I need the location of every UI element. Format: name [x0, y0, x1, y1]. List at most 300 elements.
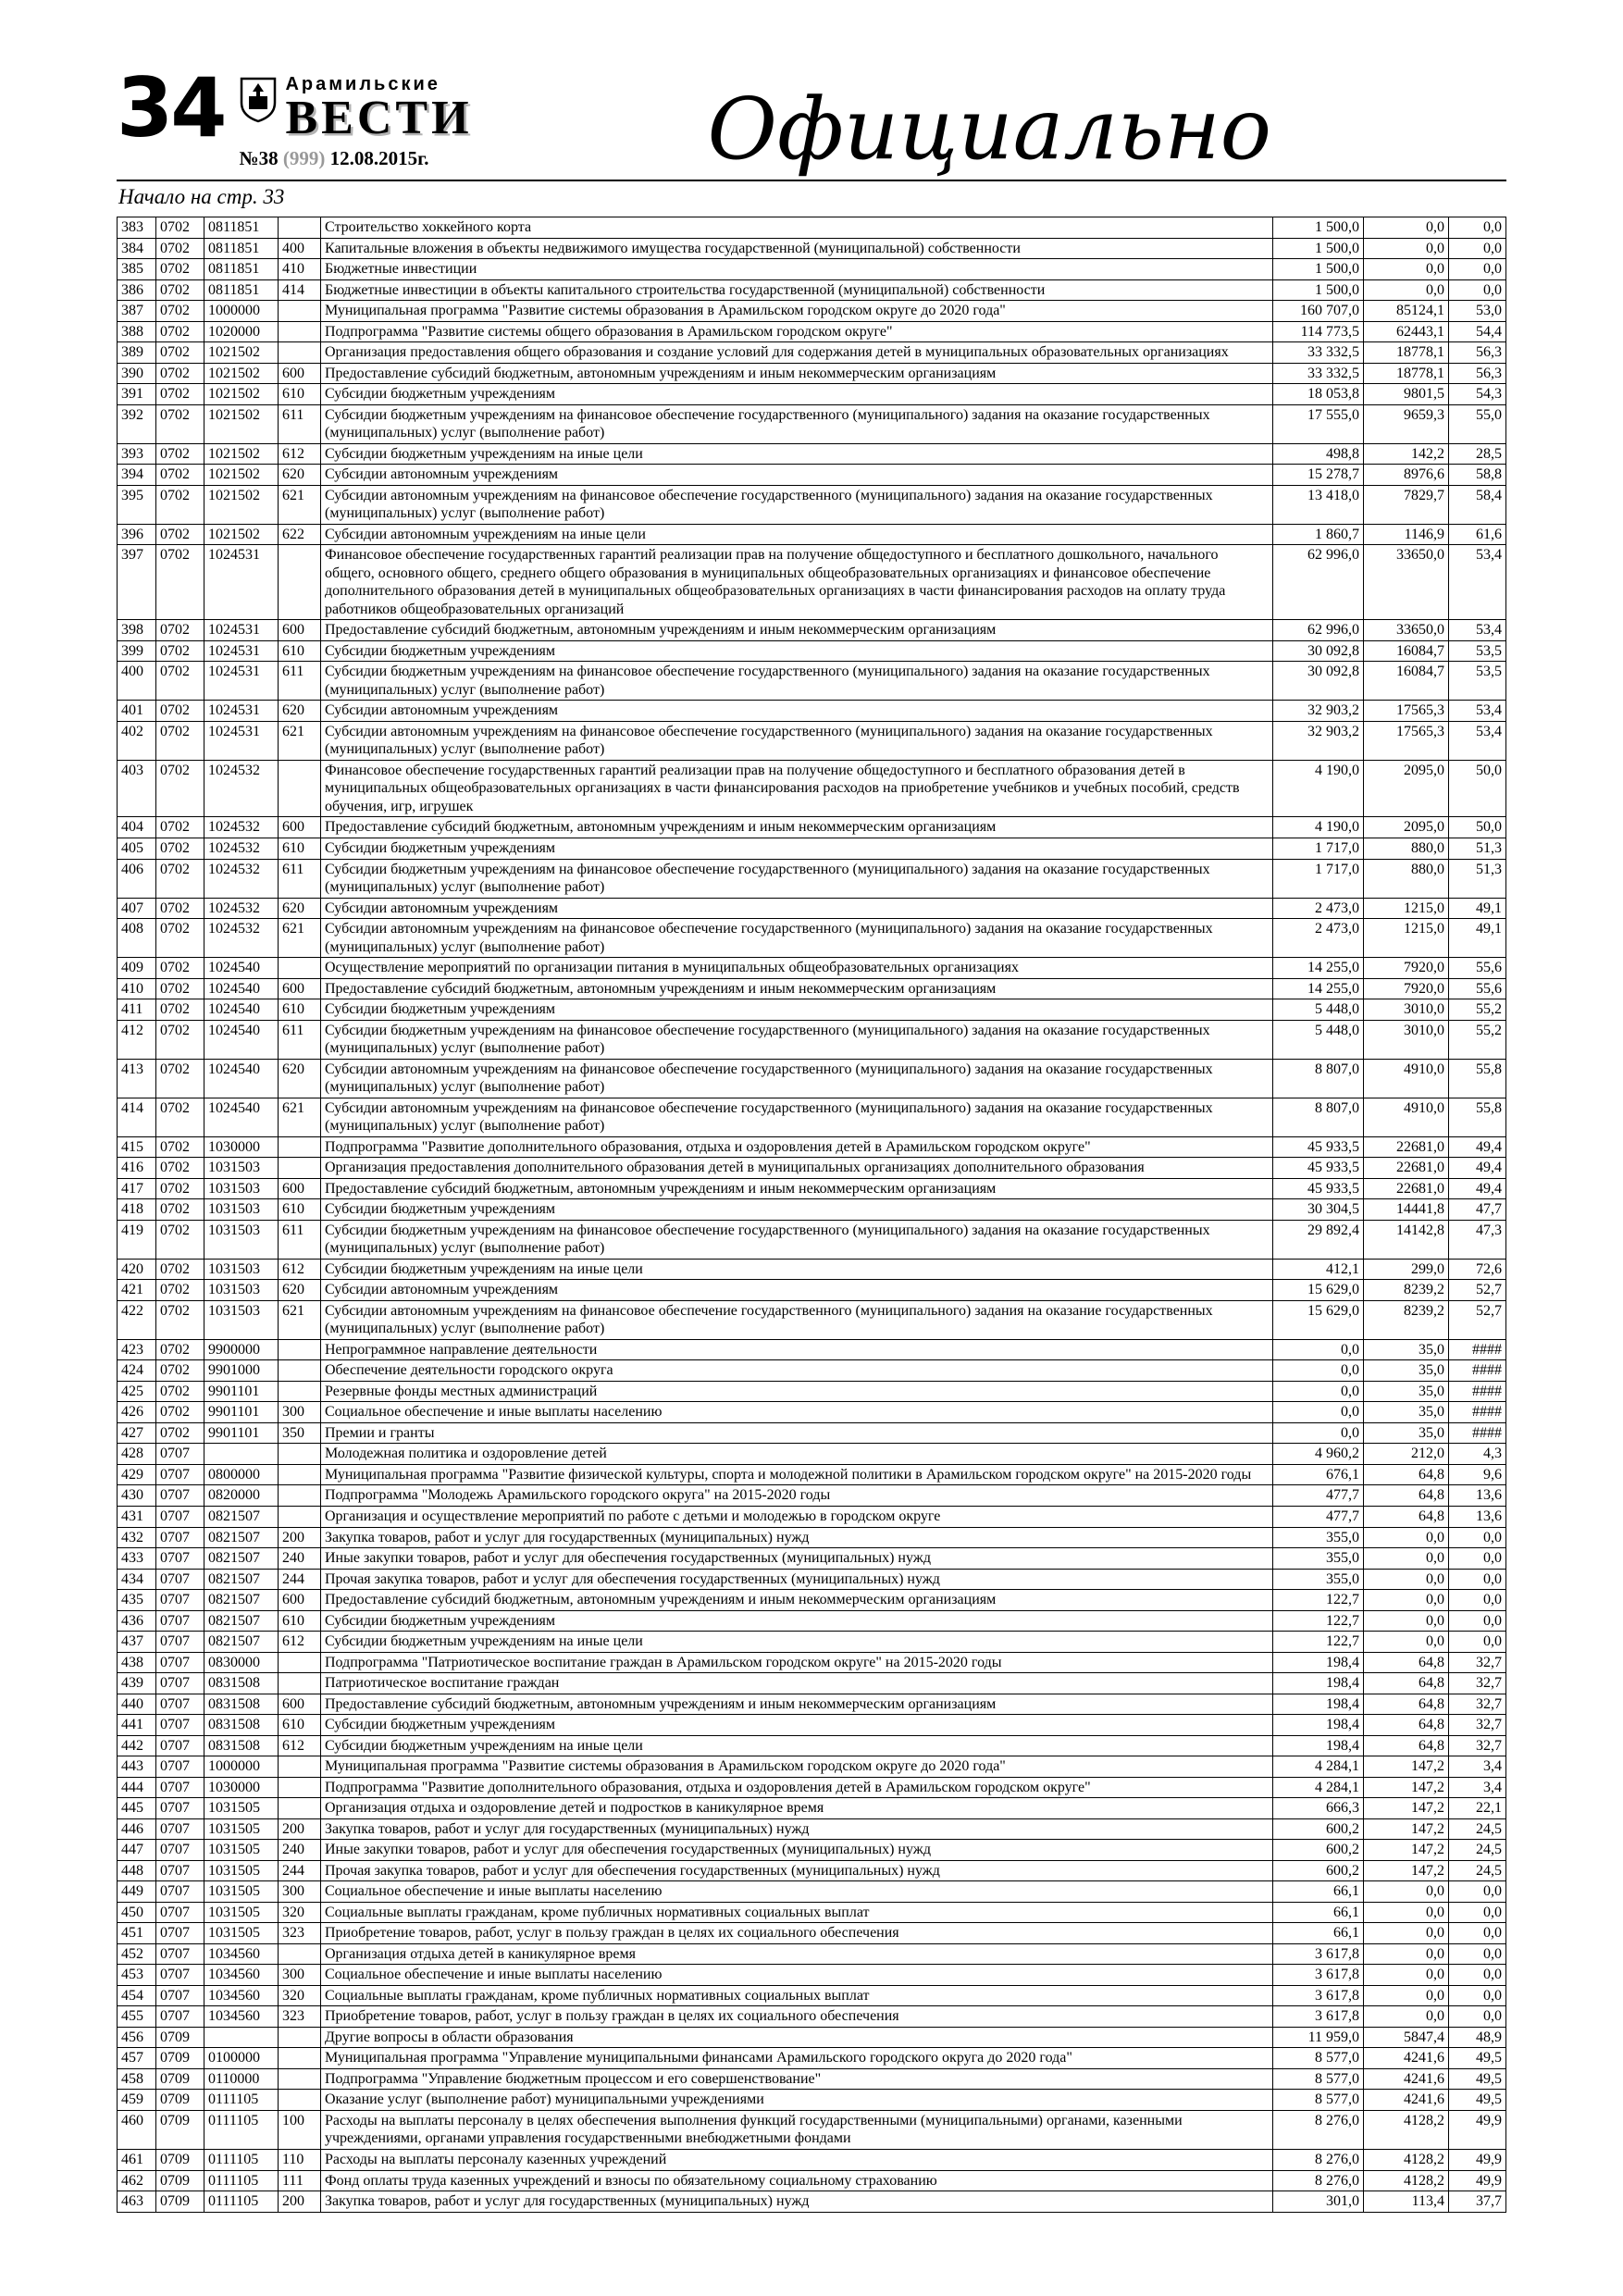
row-number-cell: 393: [118, 443, 156, 465]
expense-type-cell: 600: [279, 363, 321, 384]
section-code-cell: 0702: [156, 1402, 204, 1423]
executed-amount-cell: 33650,0: [1364, 545, 1449, 620]
plan-amount-cell: 62 996,0: [1273, 620, 1364, 641]
issue-gross-number: (999): [282, 147, 326, 170]
executed-amount-cell: 0,0: [1364, 1943, 1449, 1965]
target-article-cell: 1024540: [204, 999, 279, 1021]
expense-type-cell: 620: [279, 465, 321, 486]
row-number-cell: 434: [118, 1569, 156, 1590]
row-number-cell: 437: [118, 1632, 156, 1653]
executed-amount-cell: 64,8: [1364, 1715, 1449, 1736]
name-cell: Подпрограмма "Управление бюджетным процессом и его совершенствование": [321, 2068, 1273, 2090]
target-article-cell: 0800000: [204, 1464, 279, 1485]
executed-amount-cell: 4241,6: [1364, 2068, 1449, 2090]
name-cell: Фонд оплаты труда казенных учреждений и взносы по обязательному социальному страхованию: [321, 2170, 1273, 2191]
table-row: [118, 1178, 1506, 1199]
percent-cell: 55,2: [1449, 999, 1506, 1021]
target-article-cell: 1031505: [204, 1798, 279, 1819]
section-code-cell: 0707: [156, 1943, 204, 1965]
plan-amount-cell: 1 717,0: [1273, 838, 1364, 859]
section-code-cell: 0707: [156, 1527, 204, 1548]
name-cell: Субсидии бюджетным учреждениям на иные цели: [321, 1735, 1273, 1756]
section-code-cell: 0702: [156, 1422, 204, 1444]
plan-amount-cell: 0,0: [1273, 1402, 1364, 1423]
percent-cell: 49,5: [1449, 2048, 1506, 2069]
plan-amount-cell: 8 276,0: [1273, 2110, 1364, 2149]
executed-amount-cell: 0,0: [1364, 1632, 1449, 1653]
plan-amount-cell: 45 933,5: [1273, 1178, 1364, 1199]
row-number-cell: 429: [118, 1464, 156, 1485]
table-row: [118, 1280, 1506, 1301]
name-cell: Субсидии бюджетным учреждениям на финансовое обеспечение государственного (муниципального) задания на оказание государственных (муниципальных) услуг (выполнение работ): [321, 1020, 1273, 1059]
executed-amount-cell: 64,8: [1364, 1464, 1449, 1485]
row-number-cell: 405: [118, 838, 156, 859]
target-article-cell: 1031505: [204, 1818, 279, 1840]
name-cell: Субсидии автономным учреждениям на иные цели: [321, 524, 1273, 545]
percent-cell: 47,7: [1449, 1199, 1506, 1221]
plan-amount-cell: 33 332,5: [1273, 342, 1364, 364]
expense-type-cell: 100: [279, 2110, 321, 2149]
percent-cell: 0,0: [1449, 1985, 1506, 2006]
name-cell: Субсидии автономным учреждениям на финансовое обеспечение государственного (муниципального) задания на оказание государственных (муниципальных) услуг (выполнение работ): [321, 1300, 1273, 1339]
executed-amount-cell: 147,2: [1364, 1777, 1449, 1798]
row-number-cell: 439: [118, 1673, 156, 1694]
target-article-cell: 1031505: [204, 1840, 279, 1861]
expense-type-cell: 240: [279, 1548, 321, 1570]
name-cell: Подпрограмма "Развитие дополнительного образования, отдыха и оздоровления детей в Арамильском городском округе": [321, 1136, 1273, 1158]
percent-cell: 49,9: [1449, 2149, 1506, 2170]
expense-type-cell: [279, 1339, 321, 1360]
name-cell: Патриотическое воспитание граждан: [321, 1673, 1273, 1694]
executed-amount-cell: 9801,5: [1364, 384, 1449, 405]
expense-type-cell: 244: [279, 1569, 321, 1590]
section-code-cell: 0702: [156, 978, 204, 999]
percent-cell: 55,6: [1449, 978, 1506, 999]
target-article-cell: 0111105: [204, 2110, 279, 2149]
percent-cell: 0,0: [1449, 1943, 1506, 1965]
percent-cell: ####: [1449, 1360, 1506, 1382]
plan-amount-cell: 15 629,0: [1273, 1300, 1364, 1339]
executed-amount-cell: 8976,6: [1364, 465, 1449, 486]
expense-type-cell: 244: [279, 1860, 321, 1881]
plan-amount-cell: 3 617,8: [1273, 1965, 1364, 1986]
row-number-cell: 423: [118, 1339, 156, 1360]
table-row: [118, 1715, 1506, 1736]
name-cell: Субсидии бюджетным учреждениям: [321, 1715, 1273, 1736]
plan-amount-cell: 66,1: [1273, 1881, 1364, 1903]
executed-amount-cell: 64,8: [1364, 1735, 1449, 1756]
plan-amount-cell: 160 707,0: [1273, 301, 1364, 322]
target-article-cell: 0821507: [204, 1590, 279, 1611]
table-row: [118, 2006, 1506, 2028]
table-row: [118, 301, 1506, 322]
name-cell: Субсидии бюджетным учреждениям: [321, 999, 1273, 1021]
section-code-cell: 0702: [156, 1178, 204, 1199]
name-cell: Предоставление субсидий бюджетным, автономным учреждениям и иным некоммерческим организациям: [321, 1178, 1273, 1199]
table-row: [118, 838, 1506, 859]
row-number-cell: 419: [118, 1220, 156, 1259]
section-code-cell: 0707: [156, 1673, 204, 1694]
row-number-cell: 435: [118, 1590, 156, 1611]
expense-type-cell: 611: [279, 1020, 321, 1059]
percent-cell: 53,4: [1449, 545, 1506, 620]
executed-amount-cell: 0,0: [1364, 1923, 1449, 1944]
name-cell: Социальное обеспечение и иные выплаты населению: [321, 1881, 1273, 1903]
plan-amount-cell: 0,0: [1273, 1381, 1364, 1402]
budget-table-body: [118, 217, 1506, 2213]
plan-amount-cell: 600,2: [1273, 1818, 1364, 1840]
row-number-cell: 451: [118, 1923, 156, 1944]
row-number-cell: 383: [118, 217, 156, 239]
plan-amount-cell: 32 903,2: [1273, 721, 1364, 760]
expense-type-cell: 620: [279, 898, 321, 919]
percent-cell: 58,8: [1449, 465, 1506, 486]
row-number-cell: 447: [118, 1840, 156, 1861]
table-row: [118, 1923, 1506, 1944]
expense-type-cell: 611: [279, 1220, 321, 1259]
target-article-cell: 0111105: [204, 2090, 279, 2111]
executed-amount-cell: 4128,2: [1364, 2149, 1449, 2170]
section-code-cell: 0707: [156, 1985, 204, 2006]
row-number-cell: 412: [118, 1020, 156, 1059]
target-article-cell: 0111105: [204, 2170, 279, 2191]
target-article-cell: 1021502: [204, 363, 279, 384]
executed-amount-cell: 18778,1: [1364, 342, 1449, 364]
name-cell: Предоставление субсидий бюджетным, автономным учреждениям и иным некоммерческим организациям: [321, 817, 1273, 838]
plan-amount-cell: 198,4: [1273, 1715, 1364, 1736]
table-row: [118, 342, 1506, 364]
target-article-cell: 1021502: [204, 384, 279, 405]
name-cell: Приобретение товаров, работ, услуг в пользу граждан в целях их социального обеспечения: [321, 1923, 1273, 1944]
row-number-cell: 387: [118, 301, 156, 322]
table-row: [118, 321, 1506, 342]
table-row: [118, 1985, 1506, 2006]
name-cell: Субсидии автономным учреждениям на финансовое обеспечение государственного (муниципального) задания на оказание государственных (муниципальных) услуг (выполнение работ): [321, 1098, 1273, 1136]
executed-amount-cell: 0,0: [1364, 1569, 1449, 1590]
section-code-cell: 0702: [156, 1098, 204, 1136]
target-article-cell: 1031503: [204, 1178, 279, 1199]
percent-cell: 53,4: [1449, 620, 1506, 641]
percent-cell: 55,8: [1449, 1098, 1506, 1136]
row-number-cell: 424: [118, 1360, 156, 1382]
section-code-cell: 0707: [156, 1756, 204, 1778]
plan-amount-cell: 676,1: [1273, 1464, 1364, 1485]
table-row: [118, 1199, 1506, 1221]
plan-amount-cell: 198,4: [1273, 1735, 1364, 1756]
plan-amount-cell: 14 255,0: [1273, 958, 1364, 979]
table-row: [118, 1735, 1506, 1756]
executed-amount-cell: 3010,0: [1364, 1020, 1449, 1059]
plan-amount-cell: 14 255,0: [1273, 978, 1364, 999]
table-row: [118, 279, 1506, 301]
plan-amount-cell: 301,0: [1273, 2191, 1364, 2213]
table-row: [118, 2191, 1506, 2213]
plan-amount-cell: 8 577,0: [1273, 2090, 1364, 2111]
table-row: [118, 898, 1506, 919]
plan-amount-cell: 122,7: [1273, 1590, 1364, 1611]
name-cell: Расходы на выплаты персоналу в целях обеспечения выполнения функций государственными (муниципальными) органами, казенными учреждениями, органами управления государственными внебюджетными фондами: [321, 2110, 1273, 2149]
row-number-cell: 443: [118, 1756, 156, 1778]
section-code-cell: 0709: [156, 2191, 204, 2213]
executed-amount-cell: 113,4: [1364, 2191, 1449, 2213]
row-number-cell: 409: [118, 958, 156, 979]
section-code-cell: 0702: [156, 465, 204, 486]
plan-amount-cell: 0,0: [1273, 1422, 1364, 1444]
name-cell: Подпрограмма "Развитие системы общего образования в Арамильском городском округе": [321, 321, 1273, 342]
expense-type-cell: 620: [279, 1280, 321, 1301]
expense-type-cell: [279, 1360, 321, 1382]
percent-cell: 49,1: [1449, 898, 1506, 919]
expense-type-cell: 350: [279, 1422, 321, 1444]
section-code-cell: 0702: [156, 1280, 204, 1301]
row-number-cell: 400: [118, 662, 156, 701]
target-article-cell: 0831508: [204, 1735, 279, 1756]
target-article-cell: 0821507: [204, 1610, 279, 1632]
percent-cell: 0,0: [1449, 1965, 1506, 1986]
name-cell: Бюджетные инвестиции: [321, 259, 1273, 280]
name-cell: Непрограммное направление деятельности: [321, 1339, 1273, 1360]
name-cell: Организация отдыха и оздоровление детей и подростков в каникулярное время: [321, 1798, 1273, 1819]
name-cell: Социальное обеспечение и иные выплаты населению: [321, 1402, 1273, 1423]
target-article-cell: 0831508: [204, 1673, 279, 1694]
section-code-cell: 0709: [156, 2110, 204, 2149]
expense-type-cell: 300: [279, 1881, 321, 1903]
plan-amount-cell: 114 773,5: [1273, 321, 1364, 342]
row-number-cell: 407: [118, 898, 156, 919]
expense-type-cell: [279, 2048, 321, 2069]
percent-cell: 32,7: [1449, 1694, 1506, 1715]
percent-cell: 32,7: [1449, 1715, 1506, 1736]
expense-type-cell: [279, 958, 321, 979]
section-code-cell: 0707: [156, 1652, 204, 1673]
plan-amount-cell: 8 276,0: [1273, 2170, 1364, 2191]
section-code-cell: 0702: [156, 1020, 204, 1059]
expense-type-cell: 611: [279, 404, 321, 443]
percent-cell: 51,3: [1449, 859, 1506, 898]
section-code-cell: 0702: [156, 342, 204, 364]
percent-cell: 55,8: [1449, 1059, 1506, 1098]
executed-amount-cell: 0,0: [1364, 1902, 1449, 1923]
name-cell: Премии и гранты: [321, 1422, 1273, 1444]
percent-cell: 24,5: [1449, 1840, 1506, 1861]
section-code-cell: 0702: [156, 321, 204, 342]
row-number-cell: 458: [118, 2068, 156, 2090]
expense-type-cell: 621: [279, 1098, 321, 1136]
executed-amount-cell: 7920,0: [1364, 978, 1449, 999]
row-number-cell: 390: [118, 363, 156, 384]
target-article-cell: 9901101: [204, 1422, 279, 1444]
expense-type-cell: [279, 1777, 321, 1798]
row-number-cell: 406: [118, 859, 156, 898]
target-article-cell: 1021502: [204, 465, 279, 486]
percent-cell: 3,4: [1449, 1756, 1506, 1778]
row-number-cell: 454: [118, 1985, 156, 2006]
target-article-cell: 9901101: [204, 1381, 279, 1402]
table-row: [118, 1881, 1506, 1903]
target-article-cell: 0831508: [204, 1694, 279, 1715]
table-row: [118, 1818, 1506, 1840]
target-article-cell: 1000000: [204, 1756, 279, 1778]
expense-type-cell: 200: [279, 1818, 321, 1840]
table-row: [118, 217, 1506, 239]
name-cell: Субсидии автономным учреждениям: [321, 1280, 1273, 1301]
plan-amount-cell: 1 500,0: [1273, 279, 1364, 301]
section-code-cell: 0707: [156, 1860, 204, 1881]
expense-type-cell: 611: [279, 859, 321, 898]
expense-type-cell: [279, 1381, 321, 1402]
target-article-cell: 1031505: [204, 1860, 279, 1881]
expense-type-cell: 323: [279, 1923, 321, 1944]
row-number-cell: 436: [118, 1610, 156, 1632]
name-cell: Субсидии автономным учреждениям на финансовое обеспечение государственного (муниципального) задания на оказание государственных (муниципальных) услуг (выполнение работ): [321, 919, 1273, 958]
name-cell: Оказание услуг (выполнение работ) муниципальными учреждениями: [321, 2090, 1273, 2111]
executed-amount-cell: 2095,0: [1364, 817, 1449, 838]
executed-amount-cell: 147,2: [1364, 1860, 1449, 1881]
table-row: [118, 238, 1506, 259]
target-article-cell: 0830000: [204, 1652, 279, 1673]
expense-type-cell: 410: [279, 259, 321, 280]
table-row: [118, 2090, 1506, 2111]
row-number-cell: 384: [118, 238, 156, 259]
plan-amount-cell: 66,1: [1273, 1923, 1364, 1944]
target-article-cell: 1021502: [204, 342, 279, 364]
expense-type-cell: [279, 760, 321, 817]
section-code-cell: 0702: [156, 817, 204, 838]
row-number-cell: 411: [118, 999, 156, 1021]
table-row: [118, 1965, 1506, 1986]
target-article-cell: 0111105: [204, 2191, 279, 2213]
row-number-cell: 388: [118, 321, 156, 342]
section-code-cell: 0702: [156, 662, 204, 701]
section-code-cell: 0702: [156, 1158, 204, 1179]
executed-amount-cell: 17565,3: [1364, 701, 1449, 722]
executed-amount-cell: 64,8: [1364, 1652, 1449, 1673]
percent-cell: 55,2: [1449, 1020, 1506, 1059]
executed-amount-cell: 35,0: [1364, 1339, 1449, 1360]
plan-amount-cell: 5 448,0: [1273, 1020, 1364, 1059]
plan-amount-cell: 355,0: [1273, 1548, 1364, 1570]
row-number-cell: 444: [118, 1777, 156, 1798]
coat-of-arms-icon: [239, 76, 278, 129]
percent-cell: 53,0: [1449, 301, 1506, 322]
target-article-cell: 0811851: [204, 238, 279, 259]
table-row: [118, 640, 1506, 662]
section-code-cell: 0702: [156, 485, 204, 524]
target-article-cell: 1024532: [204, 838, 279, 859]
plan-amount-cell: 32 903,2: [1273, 701, 1364, 722]
plan-amount-cell: 122,7: [1273, 1610, 1364, 1632]
section-code-cell: 0707: [156, 1965, 204, 1986]
name-cell: Прочая закупка товаров, работ и услуг для обеспечения государственных (муниципальных) нужд: [321, 1860, 1273, 1881]
target-article-cell: 0821507: [204, 1632, 279, 1653]
plan-amount-cell: 4 190,0: [1273, 817, 1364, 838]
row-number-cell: 413: [118, 1059, 156, 1098]
executed-amount-cell: 4910,0: [1364, 1059, 1449, 1098]
section-code-cell: 0709: [156, 2048, 204, 2069]
plan-amount-cell: 1 717,0: [1273, 859, 1364, 898]
percent-cell: 22,1: [1449, 1798, 1506, 1819]
expense-type-cell: [279, 1756, 321, 1778]
table-row: [118, 1943, 1506, 1965]
target-article-cell: 1031503: [204, 1300, 279, 1339]
name-cell: Субсидии бюджетным учреждениям: [321, 384, 1273, 405]
executed-amount-cell: 147,2: [1364, 1818, 1449, 1840]
name-cell: Субсидии автономным учреждениям на финансовое обеспечение государственного (муниципального) задания на оказание государственных (муниципальных) услуг (выполнение работ): [321, 721, 1273, 760]
plan-amount-cell: 355,0: [1273, 1569, 1364, 1590]
table-row: [118, 404, 1506, 443]
percent-cell: 0,0: [1449, 1569, 1506, 1590]
percent-cell: 0,0: [1449, 238, 1506, 259]
expense-type-cell: 200: [279, 2191, 321, 2213]
section-code-cell: 0709: [156, 2027, 204, 2048]
target-article-cell: 1031505: [204, 1902, 279, 1923]
executed-amount-cell: 4128,2: [1364, 2110, 1449, 2149]
row-number-cell: 421: [118, 1280, 156, 1301]
row-number-cell: 463: [118, 2191, 156, 2213]
name-cell: Расходы на выплаты персоналу казенных учреждений: [321, 2149, 1273, 2170]
name-cell: Обеспечение деятельности городского округа: [321, 1360, 1273, 1382]
percent-cell: 0,0: [1449, 1590, 1506, 1611]
target-article-cell: 1024532: [204, 919, 279, 958]
table-row: [118, 2068, 1506, 2090]
percent-cell: 9,6: [1449, 1464, 1506, 1485]
row-number-cell: 389: [118, 342, 156, 364]
target-article-cell: 1030000: [204, 1777, 279, 1798]
expense-type-cell: [279, 321, 321, 342]
executed-amount-cell: 64,8: [1364, 1694, 1449, 1715]
percent-cell: 61,6: [1449, 524, 1506, 545]
section-code-cell: 0707: [156, 1840, 204, 1861]
plan-amount-cell: 5 448,0: [1273, 999, 1364, 1021]
section-code-cell: 0702: [156, 919, 204, 958]
percent-cell: 55,0: [1449, 404, 1506, 443]
table-row: [118, 1485, 1506, 1507]
section-code-cell: 0702: [156, 1360, 204, 1382]
row-number-cell: 440: [118, 1694, 156, 1715]
expense-type-cell: 610: [279, 838, 321, 859]
table-row: [118, 1756, 1506, 1778]
target-article-cell: 0831508: [204, 1715, 279, 1736]
table-row: [118, 1422, 1506, 1444]
percent-cell: 13,6: [1449, 1485, 1506, 1507]
percent-cell: 53,5: [1449, 662, 1506, 701]
expense-type-cell: 610: [279, 1199, 321, 1221]
name-cell: Резервные фонды местных администраций: [321, 1381, 1273, 1402]
name-cell: Закупка товаров, работ и услуг для государственных (муниципальных) нужд: [321, 2191, 1273, 2213]
plan-amount-cell: 198,4: [1273, 1652, 1364, 1673]
percent-cell: 48,9: [1449, 2027, 1506, 2048]
name-cell: Субсидии автономным учреждениям на финансовое обеспечение государственного (муниципального) задания на оказание государственных (муниципальных) услуг (выполнение работ): [321, 485, 1273, 524]
expense-type-cell: 610: [279, 1610, 321, 1632]
plan-amount-cell: 412,1: [1273, 1259, 1364, 1280]
row-number-cell: 445: [118, 1798, 156, 1819]
expense-type-cell: 600: [279, 1178, 321, 1199]
section-code-cell: 0702: [156, 838, 204, 859]
percent-cell: 49,1: [1449, 919, 1506, 958]
continuation-note: Начало на стр. 33: [118, 185, 285, 208]
target-article-cell: 1034560: [204, 1943, 279, 1965]
section-code-cell: 0702: [156, 1300, 204, 1339]
expense-type-cell: [279, 545, 321, 620]
expense-type-cell: 320: [279, 1985, 321, 2006]
plan-amount-cell: 0,0: [1273, 1360, 1364, 1382]
percent-cell: 0,0: [1449, 2006, 1506, 2028]
executed-amount-cell: 0,0: [1364, 217, 1449, 239]
name-cell: Приобретение товаров, работ, услуг в пользу граждан в целях их социального обеспечения: [321, 2006, 1273, 2028]
plan-amount-cell: 66,1: [1273, 1902, 1364, 1923]
plan-amount-cell: 1 500,0: [1273, 238, 1364, 259]
expense-type-cell: [279, 2027, 321, 2048]
